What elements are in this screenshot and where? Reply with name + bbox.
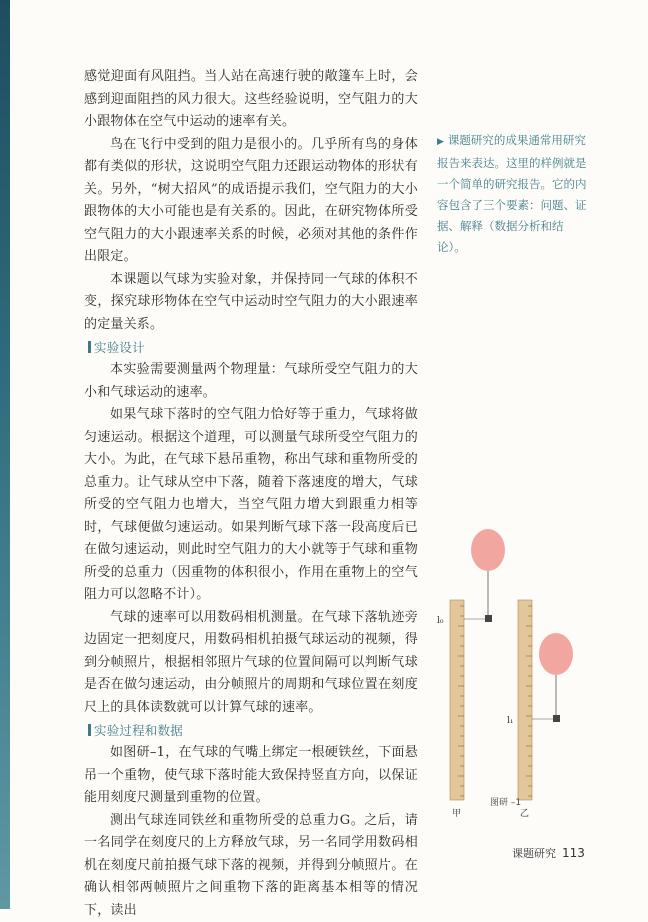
ruler-right	[518, 600, 532, 800]
paragraph: 本实验需要测量两个物理量：气球所受空气阻力的大小和气球运动的速率。	[84, 359, 418, 404]
paragraph: 如果气球下落时的空气阻力恰好等于重力，气球将做匀速运动。根据这个道理，可以测量气球所受空气阻力的大小。为此，在气球下悬吊重物，称出气球和重物所受的总重力。让气球从空中下落，随着下落速度的增大，气球所受的空气阻力也增大，当空气阻力增大到跟重力相等时，气球便做匀速运动。如果判断气球下落一段高度后已在做匀速运动，则此时空气阻力的大小就等于气球和重物所受的总重力（因重物的体积很小，作用在重物上的空气阻力可以忽略不计）。	[84, 404, 418, 607]
footer-title: 课题研究	[512, 847, 556, 860]
margin-note	[437, 130, 587, 258]
page-footer	[512, 845, 585, 861]
ruler-left	[450, 600, 464, 800]
page-number: 113	[562, 846, 585, 860]
paragraph: 感觉迎面有风阻挡。当人站在高速行驶的敞篷车上时，会感到迎面阻挡的风力很大。这些经验说明，空气阻力的大小跟物体在空气中运动的速率有关。	[84, 66, 418, 134]
caption-jia: 甲	[452, 808, 461, 819]
label-l1: l₁	[507, 716, 514, 726]
paragraph: 本课题以气球为实验对象，并保持同一气球的体积不变，探究球形物体在空气中运动时空气阻力的大小跟速率的定量关系。	[84, 269, 418, 337]
paragraph: 鸟在飞行中受到的阻力是很小的。几乎所有鸟的身体都有类似的形状，这说明空气阻力还跟运动物体的形状有关。另外，“树大招风”的成语提示我们，空气阻力的大小跟物体的大小可能也是有关系的。因此，在研究物体所受空气阻力的大小跟速率关系的时候，必须对其他的条件作出限定。	[84, 134, 418, 269]
paragraph: 测出气球连同铁丝和重物所受的总重力G。之后，请一名同学在刻度尺的上方释放气球，另一名同学用数码相机在刻度尺前拍摄气球下落的视频，并得到分帧照片。在确认相邻两帧照片之间重物下落的距离基本相等的情况下，读出	[84, 810, 418, 922]
paragraph: 如图研–1，在气球的气嘴上绑定一根硬铁丝，下面悬吊一个重物，使气球下落时能大致保持竖直方向，以保证能用刻度尺测量到重物的位置。	[84, 742, 418, 810]
section-heading-process	[88, 720, 418, 742]
margin-note-text: 课题研究的成果通常用研究报告来表达。这里的样例就是一个简单的研究报告。它的内容包含了三个要素：问题、证据、解释（数据分析和结论）。	[437, 133, 587, 254]
section-heading-design	[88, 337, 418, 359]
weight-left	[485, 615, 492, 622]
section-heading-text: 实验过程和数据	[94, 723, 183, 738]
label-l0: l₀	[437, 616, 444, 626]
section-heading-text: 实验设计	[94, 340, 145, 355]
caption-yi: 乙	[520, 808, 529, 819]
main-text-column	[84, 66, 418, 922]
section-marker-icon	[88, 341, 91, 353]
balloon-right	[539, 633, 573, 675]
section-marker-icon	[88, 724, 91, 736]
paragraph: 气球的速率可以用数码相机测量。在气球下落轨迹旁边固定一把刻度尺，用数码相机拍摄气球运动的视频，得到分帧照片，根据相邻照片气球的位置间隔可以判断气球是否在做匀速运动，由分帧照片的周期和气球位置在刻度尺上的具体读数就可以计算气球的速率。	[84, 607, 418, 720]
triangle-pointer-icon: ▶	[437, 137, 444, 147]
weight-right	[553, 715, 560, 722]
balloon-figure	[430, 520, 610, 820]
figure-caption: 图研 –1	[490, 795, 521, 808]
balloon-left	[471, 529, 505, 571]
page-edge-bar	[0, 0, 10, 909]
